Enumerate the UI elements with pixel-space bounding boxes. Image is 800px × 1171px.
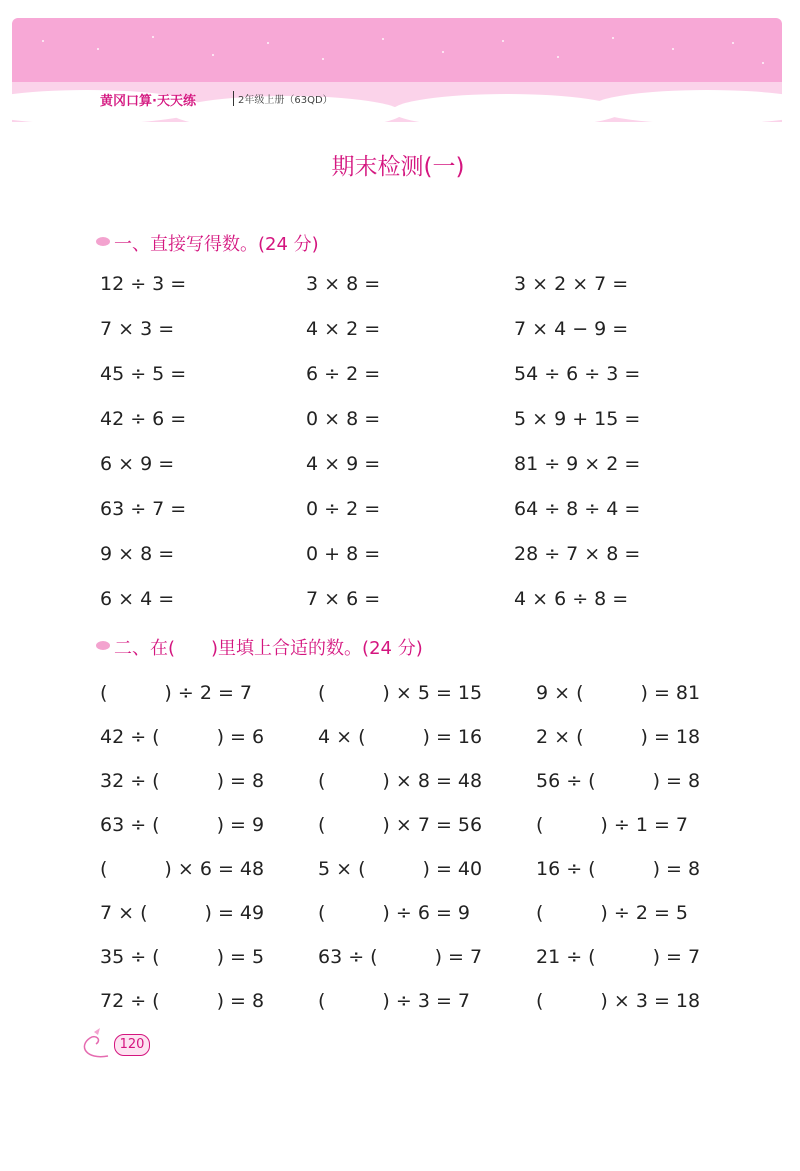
arithmetic-problem: 63 ÷ ( ) = 9 [100, 814, 265, 836]
arithmetic-problem: 9 × ( ) = 81 [536, 682, 701, 704]
arithmetic-problem: 0 ÷ 2 = [306, 498, 381, 520]
arithmetic-problem: 7 × 3 = [100, 318, 175, 340]
arithmetic-problem: 63 ÷ ( ) = 7 [318, 946, 483, 968]
arithmetic-problem: 63 ÷ 7 = [100, 498, 187, 520]
arithmetic-problem: 3 × 2 × 7 = [514, 273, 629, 295]
arithmetic-problem: ( ) × 6 = 48 [100, 858, 265, 880]
arithmetic-problem: 32 ÷ ( ) = 8 [100, 770, 265, 792]
flower-icon [96, 641, 110, 650]
arithmetic-problem: ( ) ÷ 1 = 7 [536, 814, 689, 836]
arithmetic-problem: 4 × 9 = [306, 453, 381, 475]
arithmetic-problem: 28 ÷ 7 × 8 = [514, 543, 641, 565]
butterfly-swirl-icon [76, 1026, 116, 1062]
arithmetic-problem: 6 ÷ 2 = [306, 363, 381, 385]
arithmetic-problem: ( ) × 7 = 56 [318, 814, 483, 836]
arithmetic-problem: 64 ÷ 8 ÷ 4 = [514, 498, 641, 520]
arithmetic-problem: 0 × 8 = [306, 408, 381, 430]
arithmetic-problem: 12 ÷ 3 = [100, 273, 187, 295]
arithmetic-problem: ( ) × 3 = 18 [536, 990, 701, 1012]
arithmetic-problem: 7 × 4 − 9 = [514, 318, 629, 340]
arithmetic-problem: 42 ÷ 6 = [100, 408, 187, 430]
arithmetic-problem: 5 × 9 + 15 = [514, 408, 641, 430]
arithmetic-problem: 5 × ( ) = 40 [318, 858, 483, 880]
arithmetic-problem: ( ) × 8 = 48 [318, 770, 483, 792]
page-title: 期末检测(一) [331, 154, 465, 180]
arithmetic-problem: 54 ÷ 6 ÷ 3 = [514, 363, 641, 385]
arithmetic-problem: ( ) × 5 = 15 [318, 682, 483, 704]
arithmetic-problem: 0 + 8 = [306, 543, 381, 565]
arithmetic-problem: 45 ÷ 5 = [100, 363, 187, 385]
arithmetic-problem: ( ) ÷ 3 = 7 [318, 990, 471, 1012]
arithmetic-problem: 6 × 9 = [100, 453, 175, 475]
arithmetic-problem: 3 × 8 = [306, 273, 381, 295]
arithmetic-problem: 4 × 2 = [306, 318, 381, 340]
arithmetic-problem: ( ) ÷ 6 = 9 [318, 902, 471, 924]
arithmetic-problem: 4 × 6 ÷ 8 = [514, 588, 629, 610]
arithmetic-problem: ( ) ÷ 2 = 5 [536, 902, 689, 924]
arithmetic-problem: 6 × 4 = [100, 588, 175, 610]
arithmetic-problem: 56 ÷ ( ) = 8 [536, 770, 701, 792]
arithmetic-problem: ( ) ÷ 2 = 7 [100, 682, 253, 704]
section-2-heading: 二、在( )里填上合适的数。(24 分) [100, 634, 423, 660]
arithmetic-problem: 42 ÷ ( ) = 6 [100, 726, 265, 748]
brand-logo-text: 黄冈口算·天天练 [100, 94, 196, 109]
arithmetic-problem: 35 ÷ ( ) = 5 [100, 946, 265, 968]
arithmetic-problem: 9 × 8 = [100, 543, 175, 565]
arithmetic-problem: 4 × ( ) = 16 [318, 726, 483, 748]
arithmetic-problem: 16 ÷ ( ) = 8 [536, 858, 701, 880]
section-1-heading: 一、直接写得数。(24 分) [100, 230, 319, 256]
arithmetic-problem: 7 × 6 = [306, 588, 381, 610]
grade-label: 2年级上册（63QD） [233, 91, 333, 106]
arithmetic-problem: 21 ÷ ( ) = 7 [536, 946, 701, 968]
arithmetic-problem: 2 × ( ) = 18 [536, 726, 701, 748]
arithmetic-problem: 72 ÷ ( ) = 8 [100, 990, 265, 1012]
page-number: 120 [114, 1034, 150, 1056]
arithmetic-problem: 81 ÷ 9 × 2 = [514, 453, 641, 475]
flower-icon [96, 237, 110, 246]
arithmetic-problem: 7 × ( ) = 49 [100, 902, 265, 924]
